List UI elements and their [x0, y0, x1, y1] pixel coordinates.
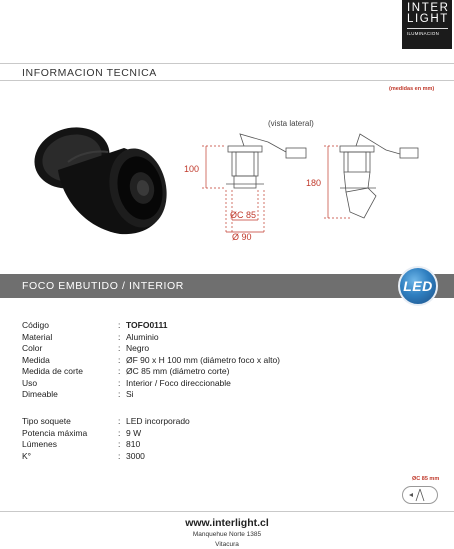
- spec-separator: :: [118, 416, 121, 426]
- spec-label: Dimeable: [22, 389, 58, 399]
- spec-separator: :: [118, 331, 121, 342]
- spec-value: Negro: [126, 343, 150, 353]
- logo-line-2: LIGHT: [407, 13, 449, 25]
- spec-label: K°: [22, 450, 32, 461]
- height-focus-label: 100: [184, 164, 200, 174]
- cut-diameter-label: ØC 85: [230, 210, 257, 220]
- footer-divider: [0, 511, 454, 512]
- logo-line-1: INTER: [407, 2, 450, 14]
- spec-separator: :: [118, 427, 121, 438]
- section-title: INFORMACION TECNICA: [22, 67, 157, 79]
- spec-separator: :: [118, 439, 121, 449]
- logo-divider: [407, 28, 448, 29]
- spec-label: Color: [22, 343, 43, 353]
- spec-separator: :: [118, 450, 121, 461]
- cut-diameter-icon: [402, 486, 438, 504]
- footer-address: Manquehue Norte 1385: [192, 531, 262, 538]
- spec-label: Material: [22, 331, 53, 342]
- spec-separator: :: [118, 320, 121, 330]
- technical-drawing: [180, 112, 420, 247]
- logo-line-3: ILUMINACION: [407, 31, 440, 36]
- spec-value: Interior / Foco direccionable: [126, 377, 231, 388]
- spec-label: Medida: [22, 354, 50, 365]
- spec-value: LED incorporado: [126, 416, 190, 426]
- top-divider: [0, 63, 454, 64]
- units-note: (medidas en mm): [389, 86, 435, 92]
- spec-label: Tipo soquete: [22, 416, 71, 426]
- spec-separator: :: [118, 377, 121, 388]
- spec-value: 810: [126, 439, 141, 449]
- spec-value: Si: [126, 389, 134, 399]
- led-badge-icon: LED: [398, 266, 438, 306]
- footer-city: Vitacura: [215, 541, 239, 548]
- spec-label: Uso: [22, 377, 38, 388]
- product-photo: [28, 118, 178, 248]
- section-divider: [0, 80, 454, 81]
- category-title: FOCO EMBUTIDO / INTERIOR: [22, 280, 184, 292]
- outer-diameter-label: Ø 90: [232, 232, 252, 242]
- height-100-dimension: [202, 146, 226, 188]
- spec-value: 9 W: [126, 427, 142, 438]
- footer-website-link[interactable]: www.interlight.cl: [185, 517, 269, 529]
- spec-value: ØC 85 mm (diámetro corte): [126, 366, 230, 376]
- spec-value: ØF 90 x H 100 mm (diámetro foco x alto): [126, 354, 280, 365]
- spec-label: Medida de corte: [22, 366, 83, 376]
- spec-value: TOFO0111: [126, 320, 168, 330]
- spec-separator: :: [118, 389, 121, 399]
- spec-value: 3000: [126, 450, 145, 461]
- spec-separator: :: [118, 354, 121, 365]
- side-view-label: (vista lateral): [268, 119, 314, 128]
- spec-value: Aluminio: [126, 331, 159, 342]
- cut-icon-label: ØC 85 mm: [412, 476, 440, 482]
- spec-label: Potencia máxima: [22, 427, 88, 438]
- spec-separator: :: [118, 366, 121, 376]
- height-total-label: 180: [306, 178, 322, 188]
- spec-label: Código: [22, 320, 49, 330]
- side-view-drawing: [340, 134, 418, 218]
- spec-label: Lúmenes: [22, 439, 57, 449]
- spec-separator: :: [118, 343, 121, 353]
- front-view-drawing: [226, 134, 306, 188]
- brand-logo: [402, 0, 452, 49]
